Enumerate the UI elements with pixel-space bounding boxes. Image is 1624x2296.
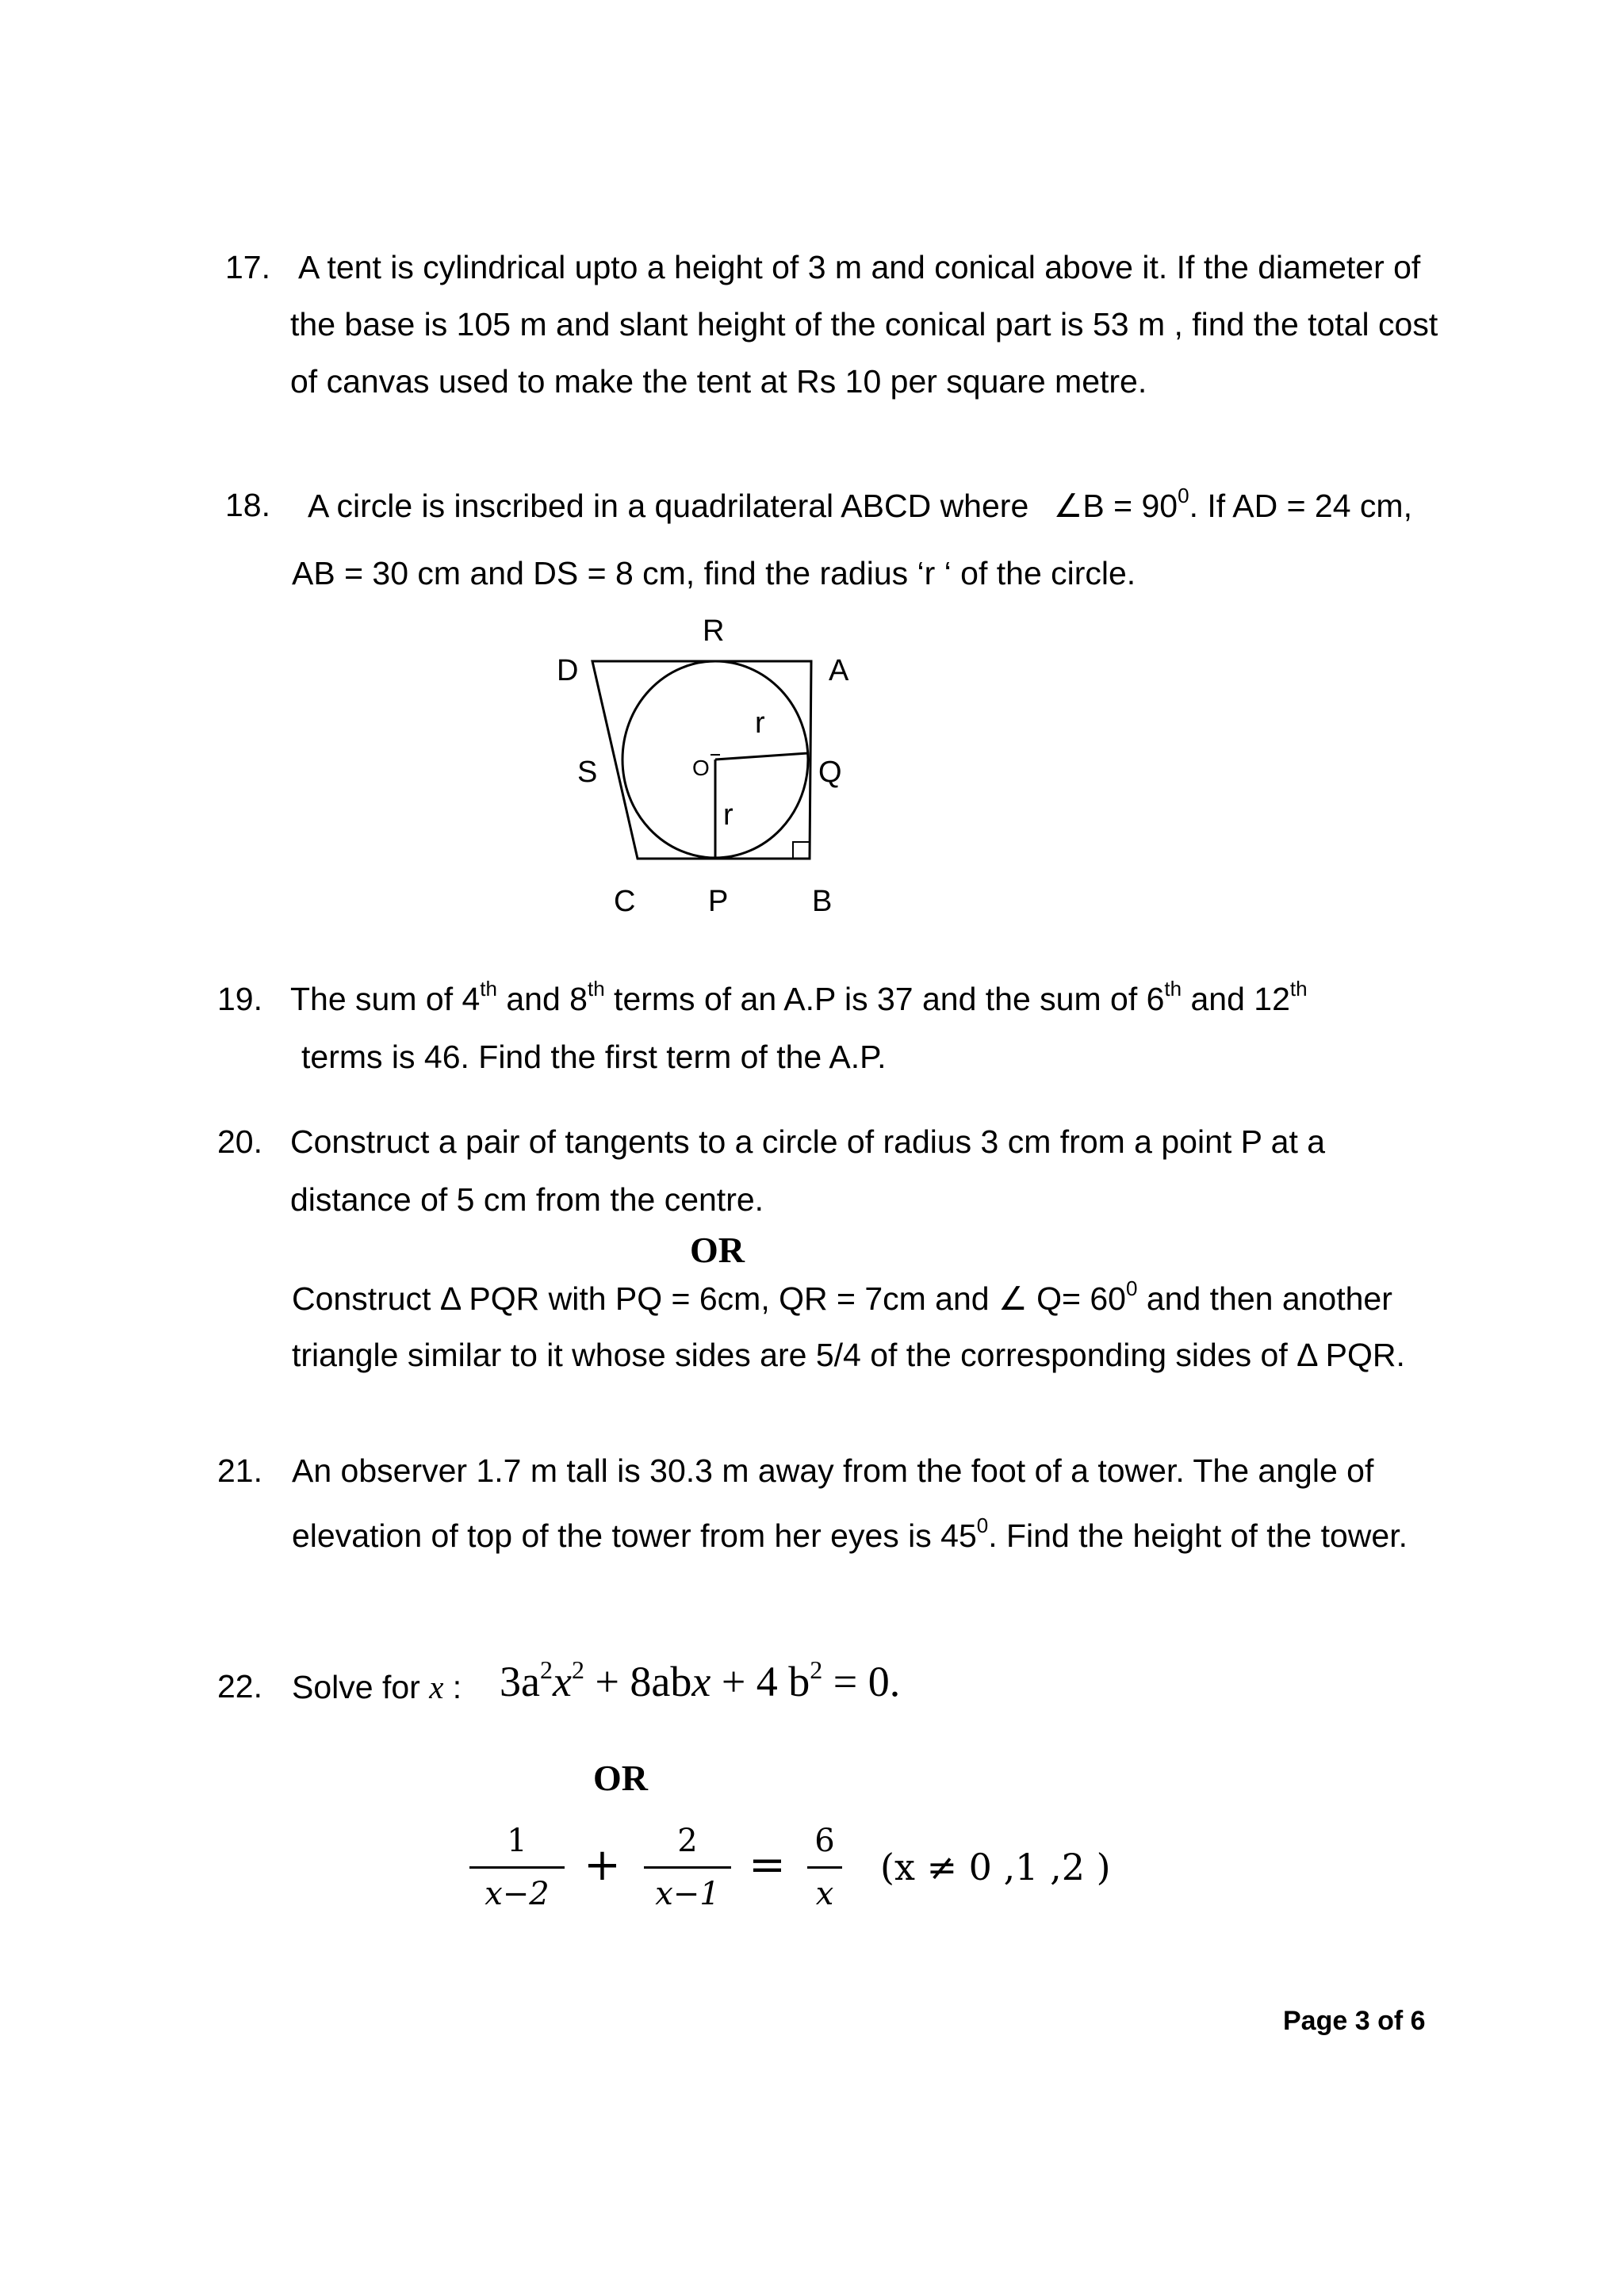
q21-line-2 [292, 1513, 1408, 1555]
radius-oq [715, 753, 808, 760]
q19-text-4: and 12 [1182, 981, 1290, 1017]
q22-variable: x [429, 1669, 444, 1705]
eq-term-4: = 0. [822, 1658, 901, 1705]
q19-number: 19. [217, 981, 262, 1017]
label-o: O [692, 756, 710, 780]
q20-alt-text-6: PQR. [1316, 1337, 1405, 1373]
label-q: Q [818, 756, 842, 789]
angle-symbol: ∠ [998, 1280, 1028, 1317]
degree-mark: 0 [1178, 484, 1189, 508]
fraction-3-denominator: x [815, 1876, 834, 1912]
q20-alt-line-1 [292, 1276, 1392, 1318]
eq-exponent: 2 [539, 1655, 553, 1684]
label-a: A [829, 654, 849, 687]
eq-x-1: x [552, 1658, 572, 1705]
q21-text-1: elevation of top of the tower from her eyes is 45 [292, 1517, 977, 1554]
eq-term-3: + 4 b [710, 1658, 810, 1705]
q17-number: 17. [225, 249, 270, 285]
q17-line-3: of canvas used to make the tent at Rs 10 per square metre. [290, 363, 1147, 400]
q20-alt-text-1: Construct [292, 1280, 440, 1317]
q18-angle-b: B = 90 [1082, 488, 1178, 524]
ordinal-suffix: th [480, 977, 497, 1001]
eq-term-2: + 8ab [584, 1658, 692, 1705]
q20-line-1: Construct a pair of tangents to a circle of radius 3 cm from a point P at a [290, 1123, 1326, 1160]
triangle-symbol: Δ [439, 1280, 460, 1317]
q22-equation [500, 1657, 900, 1706]
q19-line-2: terms is 46. Find the first term of the A.P. [301, 1039, 887, 1075]
q19-text-1: The sum of 4 [290, 981, 481, 1017]
fraction-3 [807, 1820, 842, 1915]
q22-colon: : [443, 1669, 462, 1705]
q17-line-1: A tent is cylindrical upto a height of 3 m and conical above it. If the diameter of [298, 249, 1421, 285]
eq-exponent: 2 [810, 1655, 823, 1684]
equals-sign: = [749, 1839, 786, 1891]
q18-number: 18. [225, 487, 270, 523]
q21-line-1: An observer 1.7 m tall is 30.3 m away from the foot of a tower. The angle of [292, 1452, 1374, 1489]
label-radius-upper: r [755, 706, 765, 740]
q18-line-1-end: . If AD = 24 cm, [1189, 488, 1412, 524]
q18-line-2: AB = 30 cm and DS = 8 cm, find the radius ‘r ‘ of the circle. [292, 555, 1136, 591]
label-r-top: R [703, 614, 725, 648]
q18-line-1 [308, 484, 1412, 525]
ordinal-suffix: th [1164, 977, 1182, 1001]
label-p: P [708, 885, 729, 918]
q18-line-1-text: A circle is inscribed in a quadrilateral ABCD where [308, 488, 1038, 524]
label-d: D [557, 654, 579, 687]
fraction-1-numerator: 1 [507, 1823, 527, 1859]
ordinal-suffix: th [1289, 977, 1308, 1001]
fraction-2-denominator: x−1 [655, 1876, 720, 1912]
q19-text-2: and 8 [496, 981, 588, 1017]
fraction-1-denominator: x−2 [485, 1876, 550, 1912]
fraction-2 [644, 1820, 731, 1915]
triangle-symbol: Δ [1297, 1337, 1317, 1373]
q17-line-2: the base is 105 m and slant height of the conical part is 53 m , find the total cost [290, 306, 1438, 342]
eq-x-2: x [691, 1658, 711, 1705]
fraction-3-numerator: 6 [814, 1823, 835, 1859]
angle-symbol: ∠ [1053, 488, 1083, 524]
q19-text-3: terms of an A.P is 37 and the sum of 6 [604, 981, 1165, 1017]
label-b: B [812, 885, 833, 918]
plus-sign: + [584, 1839, 621, 1891]
q19-line-1 [290, 977, 1308, 1018]
q21-number: 21. [217, 1452, 262, 1489]
ordinal-suffix: th [587, 977, 605, 1001]
label-radius-lower: r [723, 798, 733, 832]
q20-alt-text-5: triangle similar to it whose sides are 5/4 of the corresponding sides of [292, 1337, 1297, 1373]
q20-number: 20. [217, 1123, 262, 1160]
q20-alt-text-2: PQR with PQ = 6cm, QR = 7cm and [459, 1280, 998, 1317]
q20-line-2: distance of 5 cm from the centre. [290, 1181, 764, 1218]
q22-number: 22. [217, 1668, 262, 1705]
fraction-2-bar [644, 1866, 731, 1869]
degree-mark: 0 [1125, 1276, 1138, 1301]
label-s: S [577, 756, 598, 789]
eq-exponent: 2 [571, 1655, 584, 1684]
fraction-1-bar [469, 1866, 565, 1869]
fraction-1 [469, 1820, 565, 1915]
q22-prefix: Solve for [292, 1669, 430, 1705]
domain-condition: (x ≠ 0 ,1 ,2 ) [880, 1846, 1111, 1888]
fraction-3-bar [807, 1866, 842, 1869]
fraction-2-numerator: 2 [677, 1823, 698, 1859]
page-number: Page 3 of 6 [1283, 2006, 1426, 2036]
q20-or: OR [690, 1230, 745, 1270]
q20-alt-line-2 [292, 1337, 1405, 1374]
q22-or: OR [593, 1758, 648, 1798]
eq-term-1: 3a [500, 1658, 540, 1705]
q20-alt-text-4: and then another [1137, 1280, 1392, 1317]
q22-prompt [292, 1668, 462, 1706]
label-c: C [614, 885, 636, 918]
q18-figure [539, 603, 872, 920]
q21-text-2: . Find the height of the tower. [988, 1517, 1408, 1554]
right-angle-mark [793, 842, 810, 859]
degree-mark: 0 [976, 1513, 989, 1538]
q20-alt-text-3: Q= 60 [1027, 1280, 1126, 1317]
